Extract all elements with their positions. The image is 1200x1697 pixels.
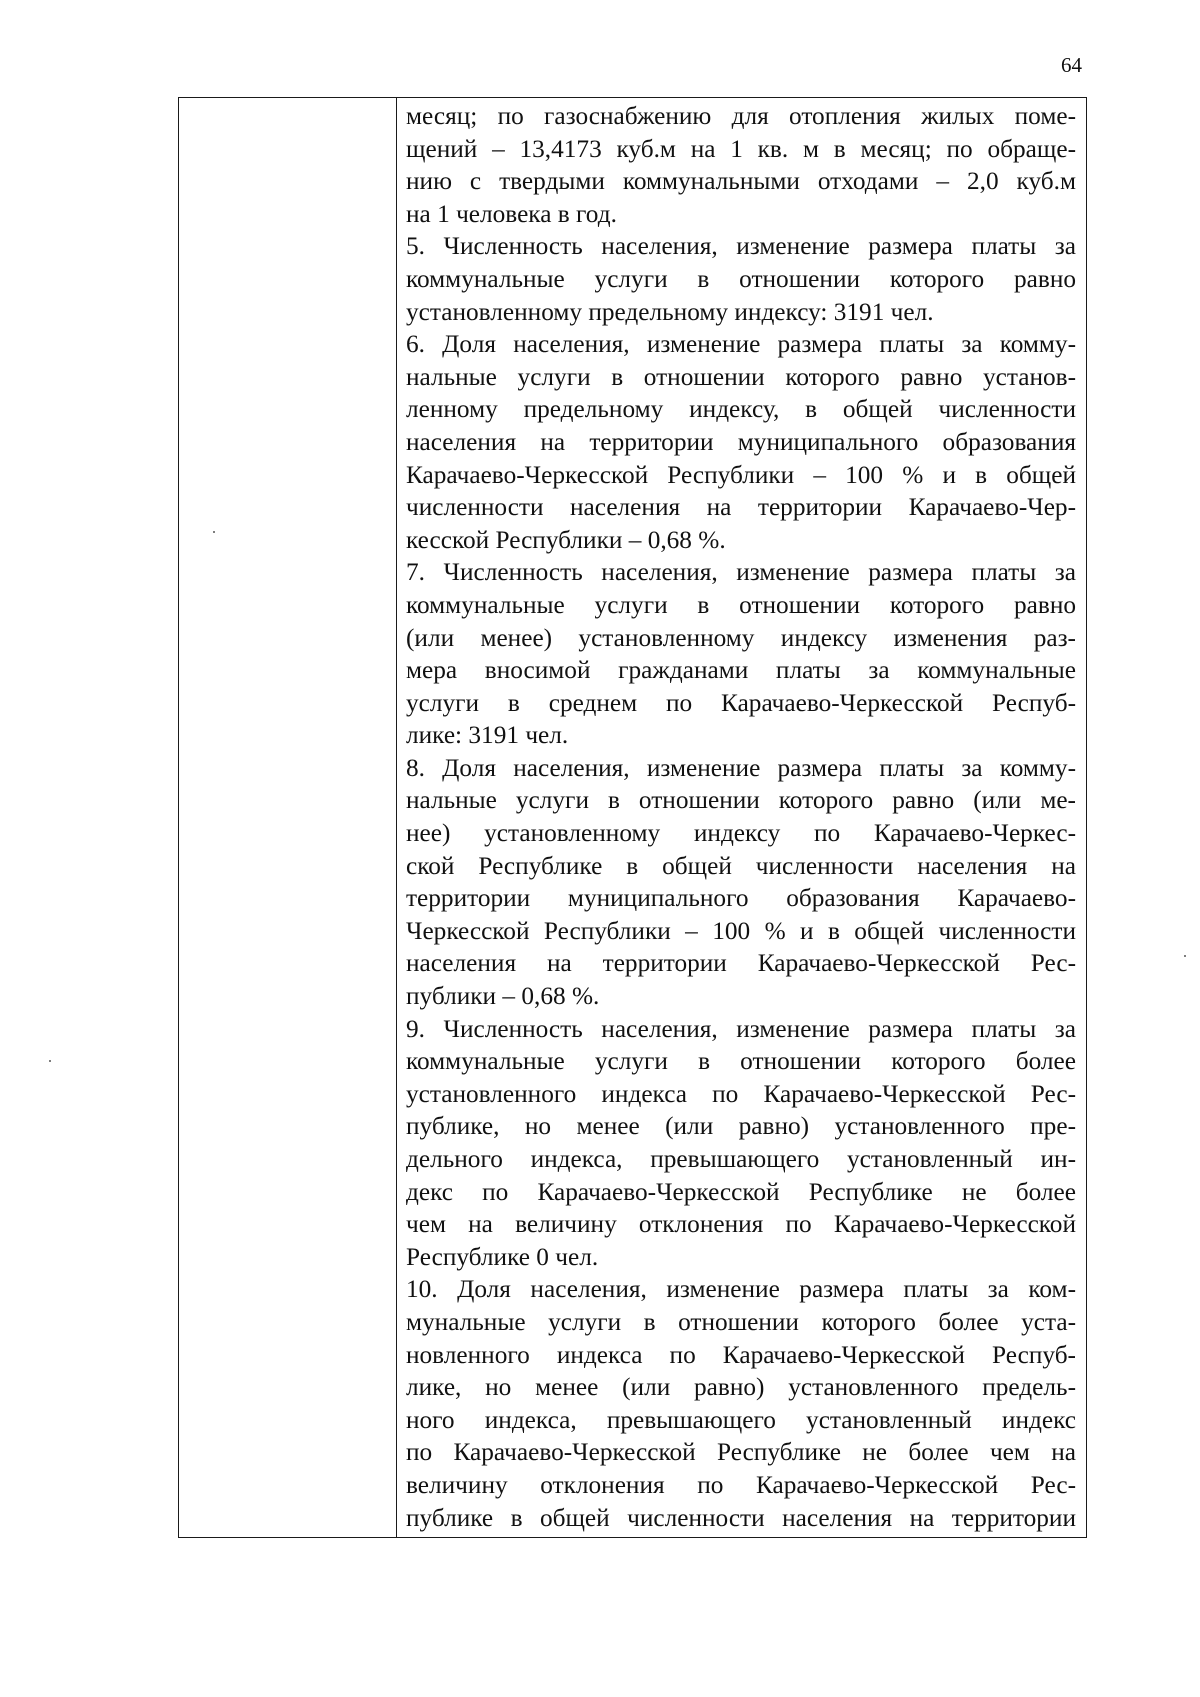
text-line: щений – 13,4173 куб.м на 1 кв. м в месяц; по обраще- bbox=[406, 134, 1076, 163]
text-line: ного индекса, превышающего установленный индекс bbox=[406, 1405, 1076, 1434]
text-line: коммунальные услуги в отношении которого более bbox=[406, 1047, 1076, 1076]
text-line: коммунальные услуги в отношении которого равно bbox=[406, 590, 1076, 619]
text-line: на 1 человека в год. bbox=[406, 199, 617, 228]
text-line: дельного индекса, превышающего установленный ин- bbox=[406, 1145, 1076, 1173]
text-line: населения на территории Карачаево-Черкесской Рес- bbox=[406, 949, 1076, 978]
text-line: кесской Республики – 0,68 %. bbox=[406, 525, 726, 554]
text-line: численности населения на территории Карачаево-Чер- bbox=[406, 493, 1076, 522]
text-line: территории муниципального образования Карачаево- bbox=[406, 884, 1076, 913]
table-text-cell bbox=[397, 98, 1086, 1537]
text-line: публике в общей численности населения на территории bbox=[406, 1503, 1076, 1532]
text-line: ской Республике в общей численности населения на bbox=[406, 851, 1076, 880]
text-line: Черкесской Республики – 100 % и в общей численности bbox=[406, 916, 1076, 945]
table-left-cell bbox=[179, 98, 397, 1537]
text-line: нальные услуги в отношении которого равно установ- bbox=[406, 362, 1076, 391]
text-line: 9. Численность населения, изменение размера платы за bbox=[406, 1014, 1076, 1043]
text-line: услуги в среднем по Карачаево-Черкесской Респуб- bbox=[406, 688, 1076, 717]
text-line: месяц; по газоснабжению для отопления жилых поме- bbox=[406, 102, 1076, 130]
text-line: Карачаево-Черкесской Республики – 100 % и в общей bbox=[406, 460, 1076, 489]
scan-speck bbox=[213, 531, 215, 533]
text-line: населения на территории муниципального образования bbox=[406, 427, 1076, 456]
scan-speck bbox=[1184, 955, 1186, 957]
document-table bbox=[178, 97, 1087, 1538]
text-line: 5. Численность населения, изменение размера платы за bbox=[406, 232, 1076, 261]
text-line: публике, но менее (или равно) установленного пре- bbox=[406, 1112, 1076, 1141]
text-line: нию с твердыми коммунальными отходами – 2,0 куб.м bbox=[406, 167, 1076, 196]
text-line: величину отклонения по Карачаево-Черкесской Рес- bbox=[406, 1470, 1076, 1499]
text-line: новленного индекса по Карачаево-Черкесской Респуб- bbox=[406, 1340, 1076, 1369]
text-line: 7. Численность населения, изменение размера платы за bbox=[406, 558, 1076, 587]
text-line: установленного индекса по Карачаево-Черкесской Рес- bbox=[406, 1079, 1076, 1108]
text-line: 10. Доля населения, изменение размера платы за ком- bbox=[406, 1275, 1076, 1304]
text-line: декс по Карачаево-Черкесской Республике не более bbox=[406, 1177, 1076, 1206]
text-line: ленному предельному индексу, в общей численности bbox=[406, 395, 1076, 424]
text-line: (или менее) установленному индексу изменения раз- bbox=[406, 623, 1076, 652]
text-line: мера вносимой гражданами платы за коммунальные bbox=[406, 656, 1076, 685]
text-line: нальные услуги в отношении которого равно (или ме- bbox=[406, 786, 1076, 815]
text-line: лике, но менее (или равно) установленного предель- bbox=[406, 1373, 1076, 1402]
scan-speck bbox=[49, 1060, 51, 1062]
text-line: Республике 0 чел. bbox=[406, 1242, 599, 1271]
text-line: по Карачаево-Черкесской Республике не более чем на bbox=[406, 1438, 1076, 1467]
text-line: чем на величину отклонения по Карачаево-Черкесской bbox=[406, 1210, 1076, 1239]
text-line: установленному предельному индексу: 3191 чел. bbox=[406, 297, 934, 326]
text-line: 8. Доля населения, изменение размера платы за комму- bbox=[406, 753, 1076, 782]
text-line: нее) установленному индексу по Карачаево-Черкес- bbox=[406, 819, 1076, 848]
text-line: мунальные услуги в отношении которого более уста- bbox=[406, 1307, 1076, 1336]
text-line: публики – 0,68 %. bbox=[406, 982, 600, 1011]
text-line: 6. Доля населения, изменение размера платы за комму- bbox=[406, 330, 1076, 359]
text-line: коммунальные услуги в отношении которого равно bbox=[406, 264, 1076, 293]
page-number: 64 bbox=[1061, 53, 1082, 77]
text-line: лике: 3191 чел. bbox=[406, 721, 569, 750]
